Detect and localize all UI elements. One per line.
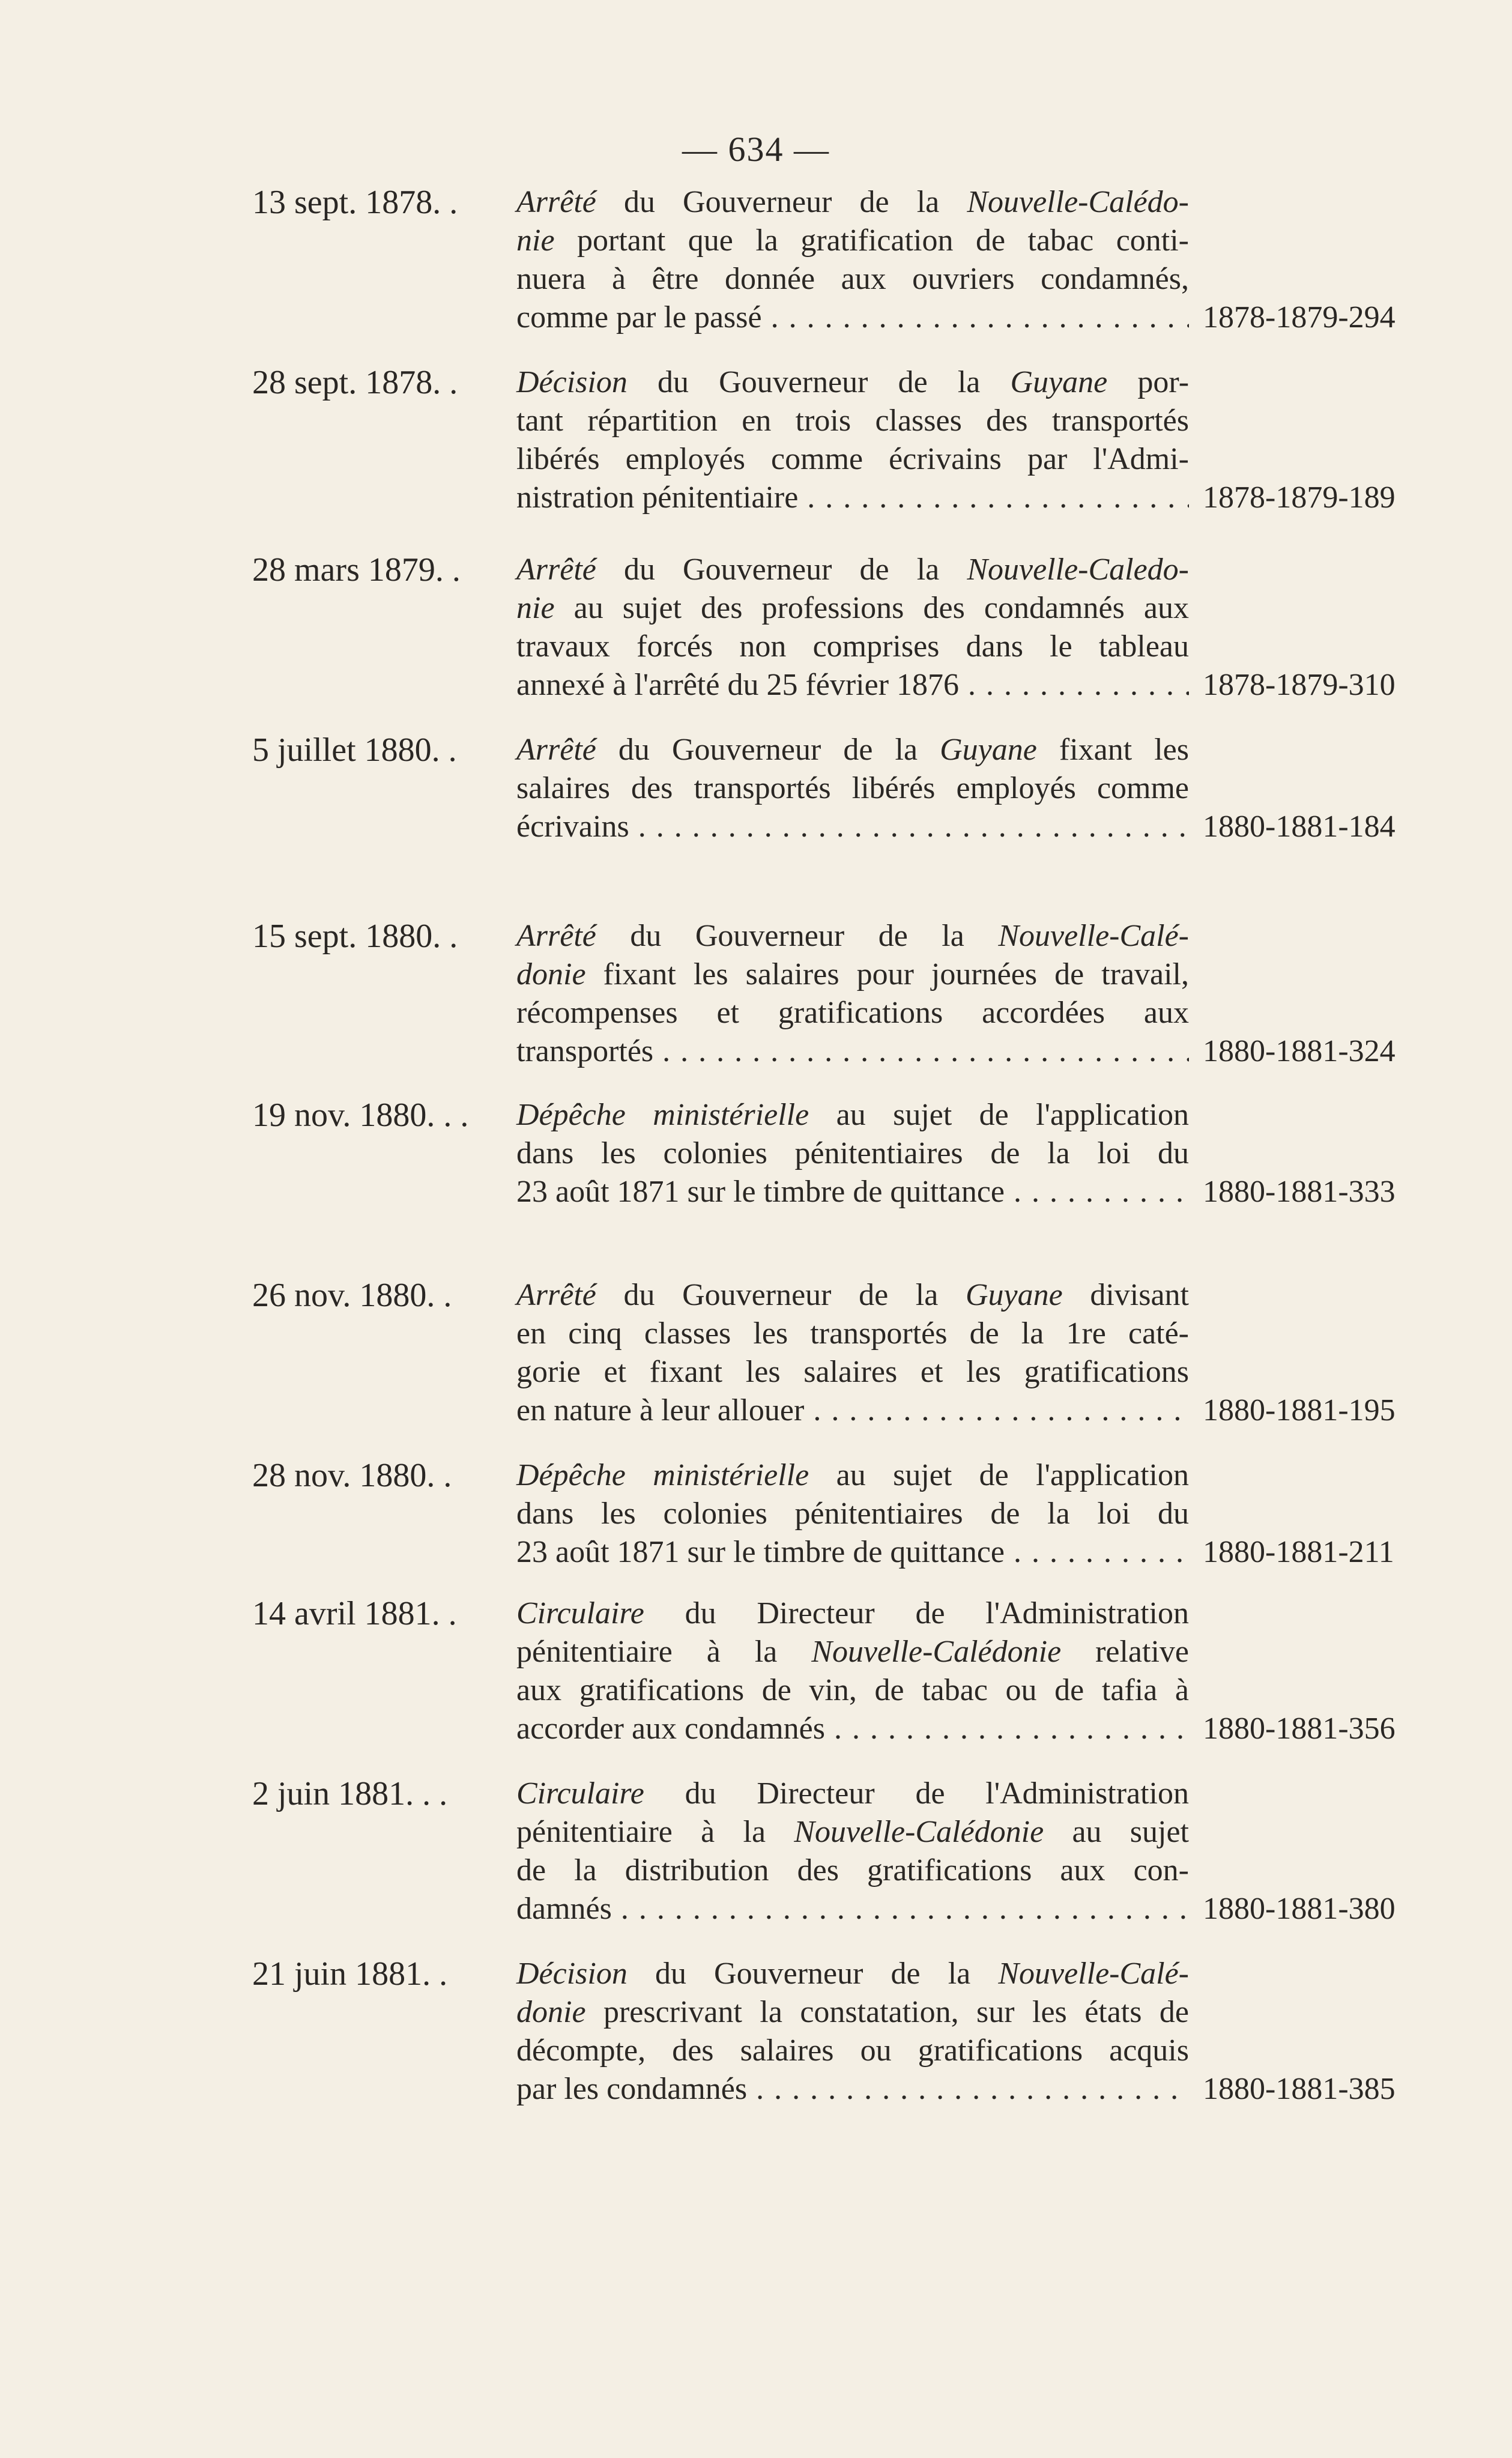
volume-page-reference: 1880-1881-356 — [1198, 1710, 1396, 1748]
entry — [0, 1096, 1512, 1276]
entry-date: 5 juillet 1880. . — [252, 731, 457, 769]
text-run: nistration pénitentiaire — [516, 480, 799, 515]
italic-term: Circulaire — [516, 1596, 644, 1630]
text-run: du Gouverneur de la — [596, 1278, 966, 1312]
volume-page-reference: 1880-1881-333 — [1198, 1173, 1396, 1211]
description-line — [516, 440, 1189, 479]
text-run: récompenses et gratifications accordées aux — [516, 996, 1189, 1030]
description-line — [516, 917, 1189, 955]
description-line — [516, 222, 1189, 260]
entry — [0, 1594, 1512, 1775]
text-run: prescrivant la constatation, sur les états de — [585, 1995, 1189, 2029]
italic-term: Arrêté — [516, 733, 596, 767]
entry-date: 19 nov. 1880. . . — [252, 1097, 469, 1134]
italic-term: Nouvelle-Calédo- — [967, 185, 1189, 219]
entry-description — [516, 1594, 1189, 1748]
text-run: du Directeur de l'Administration — [644, 1776, 1189, 1811]
description-line — [516, 589, 1189, 628]
italic-term: Guyane — [1010, 365, 1108, 399]
text-run: en cinq classes les transportés de la 1re caté- — [516, 1316, 1189, 1351]
entry-description — [516, 1096, 1189, 1211]
description-line — [516, 363, 1189, 402]
entry — [0, 363, 1512, 543]
entry-date: 2 juin 1881. . . — [252, 1775, 448, 1812]
text-run: libérés employés comme écrivains par l'Admi- — [516, 442, 1189, 476]
description-line — [516, 628, 1189, 666]
entry — [0, 731, 1512, 911]
text-run: tant répartition en trois classes des transportés — [516, 404, 1189, 438]
text-run: au sujet des professions des condamnés aux — [554, 591, 1189, 625]
description-line — [516, 1096, 1189, 1134]
italic-term: Arrêté — [516, 185, 596, 219]
entry — [0, 1955, 1512, 2135]
text-run: comme par le passé — [516, 300, 762, 334]
description-line — [516, 1315, 1189, 1353]
description-line — [516, 769, 1189, 808]
description-line — [516, 298, 1189, 337]
italic-term: Guyane — [965, 1278, 1063, 1312]
text-run: du Directeur de l'Administration — [644, 1596, 1189, 1630]
description-line — [516, 1671, 1189, 1710]
text-run: fixant les — [1036, 733, 1190, 767]
text-run: au sujet de l'application — [809, 1098, 1189, 1132]
description-line — [516, 1391, 1189, 1430]
description-line — [516, 1955, 1189, 1993]
italic-term: Circulaire — [516, 1776, 644, 1811]
text-run: divisant — [1062, 1278, 1189, 1312]
description-line — [516, 402, 1189, 440]
italic-term: Nouvelle-Calédonie — [794, 1815, 1044, 1849]
volume-page-reference: 1878-1879-310 — [1198, 666, 1396, 704]
description-line — [516, 666, 1189, 704]
text-run: aux gratifications de vin, de tabac ou de tafia à — [516, 1673, 1189, 1707]
description-line — [516, 955, 1189, 994]
italic-term: Nouvelle-Calé- — [998, 919, 1189, 953]
text-run: relative — [1061, 1635, 1189, 1669]
text-run: en nature à leur allouer — [516, 1393, 805, 1427]
description-line — [516, 2032, 1189, 2070]
volume-page-reference: 1880-1881-211 — [1198, 1533, 1394, 1572]
volume-page-reference: 1880-1881-195 — [1198, 1391, 1396, 1430]
description-line — [516, 260, 1189, 298]
description-line — [516, 731, 1189, 769]
text-run: annexé à l'arrêté du 25 février 1876 — [516, 668, 960, 702]
volume-page-reference: 1878-1879-294 — [1198, 298, 1396, 337]
italic-term: Arrêté — [516, 1278, 596, 1312]
italic-term: Arrêté — [516, 919, 596, 953]
description-line — [516, 1173, 1189, 1211]
entry-date: 21 juin 1881. . — [252, 1955, 448, 1993]
text-run: du Gouverneur de la — [596, 552, 967, 587]
entry-description — [516, 1276, 1189, 1430]
text-run: pénitentiaire à la — [516, 1635, 812, 1669]
description-line — [516, 808, 1189, 846]
italic-term: donie — [516, 957, 586, 991]
entry — [0, 551, 1512, 731]
entry-date: 14 avril 1881. . — [252, 1595, 457, 1632]
text-run: du Gouverneur de la — [596, 733, 940, 767]
description-line — [516, 1495, 1189, 1533]
text-run: 23 août 1871 sur le timbre de quittance — [516, 1175, 1005, 1209]
italic-term: Nouvelle-Calédonie — [811, 1635, 1062, 1669]
entry — [0, 1775, 1512, 1955]
volume-page-reference: 1880-1881-184 — [1198, 808, 1396, 846]
description-line — [516, 1890, 1189, 1928]
entry-description — [516, 1955, 1189, 2108]
text-run: au sujet — [1044, 1815, 1190, 1849]
italic-term: Guyane — [940, 733, 1037, 767]
italic-term: Dépêche ministérielle — [516, 1098, 809, 1132]
description-line — [516, 479, 1189, 517]
entry-description — [516, 363, 1189, 517]
text-run: au sujet de l'application — [809, 1458, 1189, 1492]
entry-description — [516, 731, 1189, 846]
entry-date: 15 sept. 1880. . — [252, 918, 458, 955]
description-line — [516, 1032, 1189, 1071]
entry-date: 28 sept. 1878. . — [252, 364, 458, 401]
italic-term: Nouvelle-Calé- — [998, 1957, 1189, 1991]
description-line — [516, 1710, 1189, 1748]
text-run: travaux forcés non comprises dans le tableau — [516, 629, 1189, 664]
text-run: nuera à être donnée aux ouvriers condamnés, — [516, 262, 1189, 296]
entry-date: 28 mars 1879. . — [252, 551, 461, 589]
volume-page-reference: 1880-1881-380 — [1198, 1890, 1396, 1928]
text-run: du Gouverneur de la — [596, 185, 967, 219]
italic-term: Nouvelle-Caledo- — [967, 552, 1189, 587]
entry — [0, 1276, 1512, 1456]
entry-description — [516, 551, 1189, 704]
entry-date: 28 nov. 1880. . — [252, 1457, 452, 1494]
description-line — [516, 1851, 1189, 1890]
text-run: de la distribution des gratifications aux con- — [516, 1853, 1189, 1887]
volume-page-reference: 1878-1879-189 — [1198, 479, 1396, 517]
text-run: salaires des transportés libérés employés comme — [516, 771, 1189, 805]
description-line — [516, 1633, 1189, 1671]
page-number: — 634 — — [682, 130, 830, 169]
text-run: par les condamnés — [516, 2072, 748, 2106]
italic-term: Décision — [516, 365, 627, 399]
text-run: fixant les salaires pour journées de travail, — [585, 957, 1189, 991]
description-line — [516, 1813, 1189, 1851]
italic-term: donie — [516, 1995, 586, 2029]
description-line — [516, 1775, 1189, 1813]
text-run: du Gouverneur de la — [596, 919, 999, 953]
entry-description — [516, 1456, 1189, 1572]
volume-page-reference: 1880-1881-385 — [1198, 2070, 1396, 2108]
entry — [0, 183, 1512, 363]
italic-term: Décision — [516, 1957, 627, 1991]
text-run: accorder aux condamnés — [516, 1712, 825, 1746]
italic-term: Arrêté — [516, 552, 596, 587]
text-run: écrivains — [516, 810, 629, 844]
text-run: dans les colonies pénitentiaires de la loi du — [516, 1136, 1189, 1170]
description-line — [516, 1276, 1189, 1315]
text-run: pénitentiaire à la — [516, 1815, 794, 1849]
description-line — [516, 1594, 1189, 1633]
text-run: transportés — [516, 1034, 654, 1068]
text-run: du Gouverneur de la — [627, 365, 1011, 399]
text-run: gorie et fixant les salaires et les gratifications — [516, 1355, 1189, 1389]
description-line — [516, 1993, 1189, 2032]
italic-term: nie — [516, 223, 555, 258]
text-run: 23 août 1871 sur le timbre de quittance — [516, 1535, 1005, 1569]
volume-page-reference: 1880-1881-324 — [1198, 1032, 1396, 1071]
text-run: damnés — [516, 1892, 612, 1926]
text-run: décompte, des salaires ou gratifications acquis — [516, 2033, 1189, 2068]
description-line — [516, 183, 1189, 222]
entry-description — [516, 917, 1189, 1071]
description-line — [516, 1456, 1189, 1495]
description-line — [516, 1353, 1189, 1391]
description-line — [516, 551, 1189, 589]
description-line — [516, 1134, 1189, 1173]
entry-date: 26 nov. 1880. . — [252, 1277, 452, 1314]
entry-date: 13 sept. 1878. . — [252, 184, 458, 221]
description-line — [516, 1533, 1189, 1572]
text-run: dans les colonies pénitentiaires de la loi du — [516, 1497, 1189, 1531]
italic-term: nie — [516, 591, 555, 625]
description-line — [516, 994, 1189, 1032]
text-run: du Gouverneur de la — [627, 1957, 999, 1991]
entry — [0, 917, 1512, 1097]
description-line — [516, 2070, 1189, 2108]
text-run: por- — [1107, 365, 1190, 399]
text-run: portant que la gratification de tabac conti- — [554, 223, 1189, 258]
italic-term: Dépêche ministérielle — [516, 1458, 809, 1492]
entry-description — [516, 1775, 1189, 1928]
entry-description — [516, 183, 1189, 337]
